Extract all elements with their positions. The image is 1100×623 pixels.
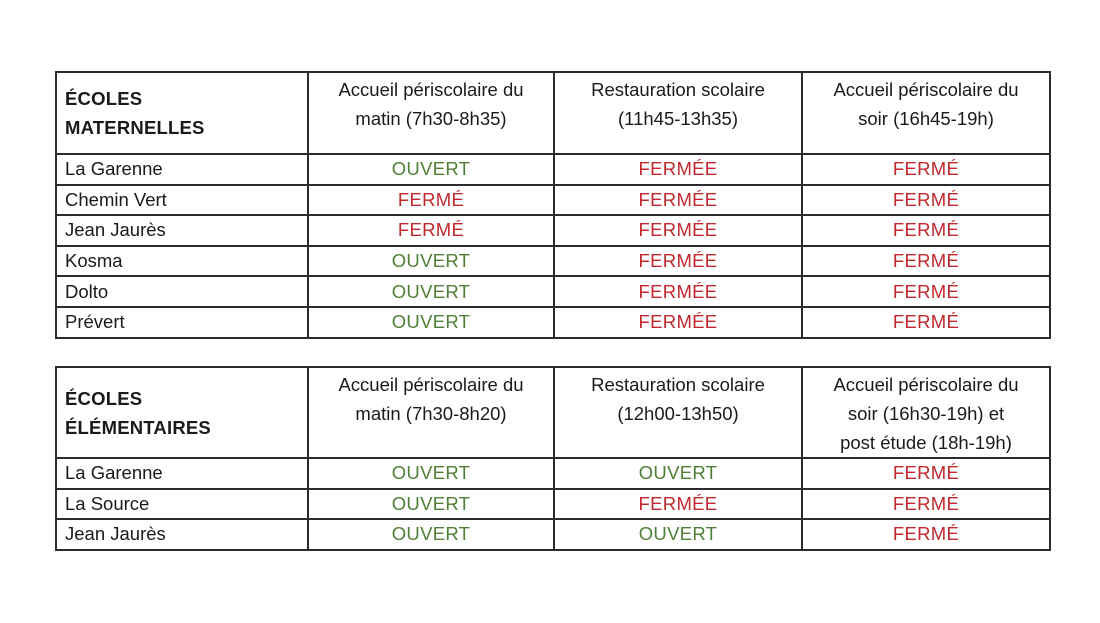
header-row	[56, 72, 1050, 154]
school-name: Prévert	[56, 307, 308, 338]
column-header-soir	[802, 72, 1050, 154]
table-ecoles-elementaires	[55, 366, 1051, 551]
header-line: Accueil périscolaire du	[833, 374, 1019, 395]
status-matin: OUVERT	[308, 154, 554, 185]
header-line: matin (7h30-8h35)	[355, 108, 507, 129]
column-header-restauration	[554, 367, 802, 458]
status-restauration: FERMÉE	[554, 246, 802, 277]
school-name: La Garenne	[56, 154, 308, 185]
header-line: ÉLÉMENTAIRES	[65, 416, 211, 438]
school-type-header	[56, 72, 308, 154]
status-soir: FERMÉ	[802, 215, 1050, 246]
school-name: Jean Jaurès	[56, 519, 308, 550]
header-line: soir (16h45-19h)	[858, 108, 994, 129]
school-name: Jean Jaurès	[56, 215, 308, 246]
status-soir: FERMÉ	[802, 276, 1050, 307]
status-soir: FERMÉ	[802, 185, 1050, 216]
table-row	[56, 154, 1050, 185]
header-line: Accueil périscolaire du	[338, 374, 524, 395]
table-row	[56, 458, 1050, 489]
school-name: Chemin Vert	[56, 185, 308, 216]
header-row	[56, 367, 1050, 458]
header-line: MATERNELLES	[65, 117, 205, 138]
header-line: matin (7h30-8h20)	[355, 403, 507, 424]
school-name: La Garenne	[56, 458, 308, 489]
school-name: Dolto	[56, 276, 308, 307]
status-matin: OUVERT	[308, 458, 554, 489]
status-restauration: OUVERT	[554, 458, 802, 489]
header-line: (12h00-13h50)	[617, 403, 739, 424]
status-soir: FERMÉ	[802, 519, 1050, 550]
status-restauration: FERMÉE	[554, 489, 802, 520]
school-name: La Source	[56, 489, 308, 520]
status-soir: FERMÉ	[802, 489, 1050, 520]
table-row	[56, 307, 1050, 338]
column-header-matin	[308, 72, 554, 154]
status-restauration: FERMÉE	[554, 276, 802, 307]
status-matin: OUVERT	[308, 276, 554, 307]
table-row	[56, 489, 1050, 520]
status-restauration: FERMÉE	[554, 215, 802, 246]
table-row	[56, 276, 1050, 307]
status-matin: OUVERT	[308, 489, 554, 520]
status-restauration: OUVERT	[554, 519, 802, 550]
status-soir: FERMÉ	[802, 154, 1050, 185]
header-line: Accueil périscolaire du	[833, 79, 1019, 100]
status-soir: FERMÉ	[802, 307, 1050, 338]
school-type-header	[56, 367, 308, 458]
status-matin: FERMÉ	[308, 215, 554, 246]
column-header-soir	[802, 367, 1050, 458]
column-header-restauration	[554, 72, 802, 154]
column-header-matin	[308, 367, 554, 458]
status-matin: FERMÉ	[308, 185, 554, 216]
status-restauration: FERMÉE	[554, 307, 802, 338]
status-matin: OUVERT	[308, 246, 554, 277]
table-row	[56, 519, 1050, 550]
status-matin: OUVERT	[308, 519, 554, 550]
table-row	[56, 246, 1050, 277]
status-restauration: FERMÉE	[554, 185, 802, 216]
table-row	[56, 215, 1050, 246]
status-restauration: FERMÉE	[554, 154, 802, 185]
school-name: Kosma	[56, 246, 308, 277]
status-soir: FERMÉ	[802, 246, 1050, 277]
table-ecoles-maternelles	[55, 71, 1051, 339]
status-soir: FERMÉ	[802, 458, 1050, 489]
header-line: Accueil périscolaire du	[338, 79, 524, 100]
header-line: ÉCOLES	[65, 88, 143, 109]
header-line: Restauration scolaire	[591, 79, 765, 100]
header-line: Restauration scolaire	[591, 374, 765, 395]
header-line: post étude (18h-19h)	[840, 432, 1012, 453]
header-line: (11h45-13h35)	[618, 108, 738, 129]
header-line: soir (16h30-19h) et	[847, 403, 1005, 424]
header-line: ÉCOLES	[65, 387, 143, 409]
status-matin: OUVERT	[308, 307, 554, 338]
table-row	[56, 185, 1050, 216]
